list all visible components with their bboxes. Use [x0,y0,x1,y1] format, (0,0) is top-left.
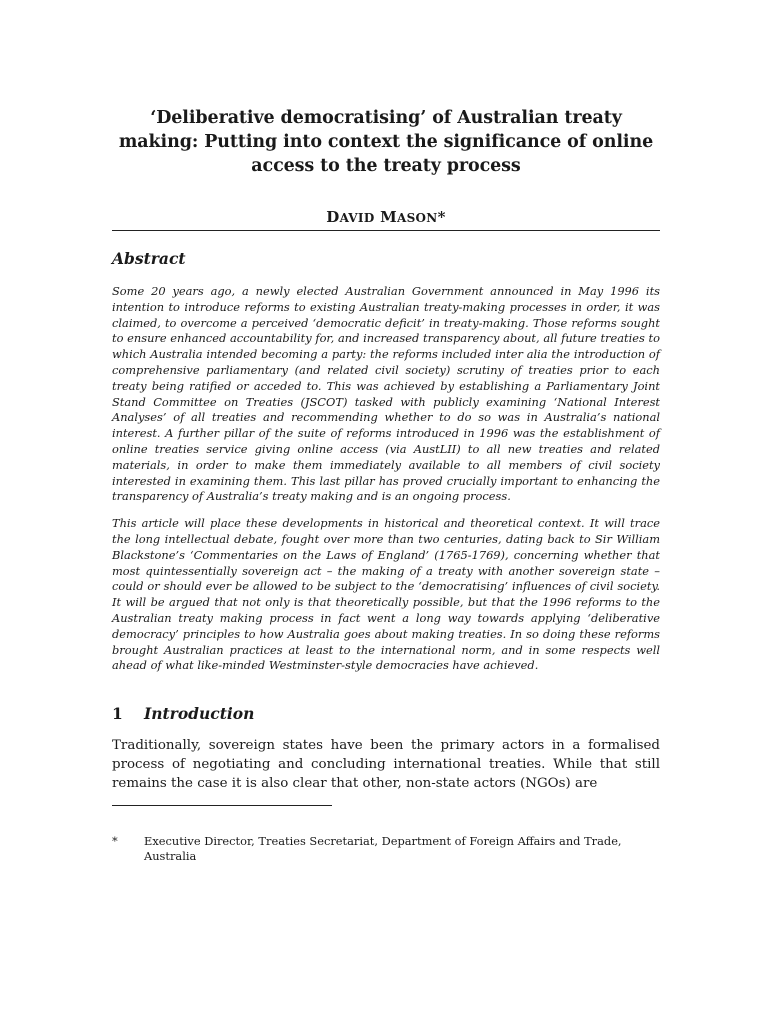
title-line: making: Putting into context the significance of online [118,132,654,152]
author-initial: M [380,208,397,226]
footnote [112,834,660,865]
article-page [112,96,660,865]
author-footnote-marker: * [437,208,446,226]
article-title [112,106,660,178]
section-title: Introduction [144,704,255,724]
abstract-heading: Abstract [112,249,186,268]
author-initial: D [326,208,340,226]
footnote-text: Executive Director, Treaties Secretariat, Department of Foreign Affairs and Trade, Australia [144,833,622,864]
title-divider [112,230,660,231]
abstract-paragraph: Some 20 years ago, a newly elected Australian Government announced in May 1996 its intention to introduce reforms to existing Australian treaty-making processes in order, it was claimed, to overcome a perceived ‘democratic deficit’ in treaty-making. Those reforms sought to ensure enhanced accountability for, and increased transparency about, all future treaties to which Australia intended becoming a party: the reforms included inter alia the introduction of comprehensive parliamentary (and related civil society) scrutiny of treaties prior to each treaty being ratified or acceded to. This was achieved by establishing a Parliamentary Joint Stand Committee on Treaties (JSCOT) tasked with publicly examining ‘National Interest Analyses’ of all treaties and recommending whether to do so was in Australia’s national interest. A further pillar of the suite of reforms introduced in 1996 was the establishment of online treaties service giving online access (via AustLII) to all new treaties and related materials, in order to make them immediately available to all members of civil society interested in examining them. This last pillar has proved crucially important to enhancing the transparency of Australia’s treaty making and is an ongoing process. [112,284,660,504]
section-heading [112,704,660,723]
section-number: 1 [112,704,123,724]
author-smallcaps: ASON [396,211,438,225]
footnote-divider [112,805,332,806]
footnote-mark: * [112,833,118,848]
abstract-paragraph: This article will place these developments in historical and theoretical context. It will trace the long intellectual debate, fought over more than two centuries, dating back to Sir William Blackstone’s ‘Commentaries on the Laws of England’ (1765-1769), concerning whether that most quintessentially sovereign act – the making of a treaty with another sovereign state – could or should ever be allowed to be subject to the ‘democratising’ influences of civil society. It will be argued that not only is that theoretically possible, but that the 1996 reforms to the Australian treaty making process in fact went a long way towards applying ‘deliberative democracy’ principles to how Australia goes about making treaties. In so doing these reforms brought Australian practices at least to the international norm, and in some respects well ahead of what like-minded Westminster-style democracies have achieved. [112,516,660,673]
author-smallcaps: AVID [339,211,375,225]
title-line: ‘Deliberative democratising’ of Australian treaty [150,108,622,128]
body-paragraph: Traditionally, sovereign states have been the primary actors in a formalised process of negotiating and concluding international treaties. While that still remains the case it is also clear that other, non-state actors (NGOs) are [112,738,660,791]
title-line: access to the treaty process [251,156,521,176]
author-name [112,208,660,226]
